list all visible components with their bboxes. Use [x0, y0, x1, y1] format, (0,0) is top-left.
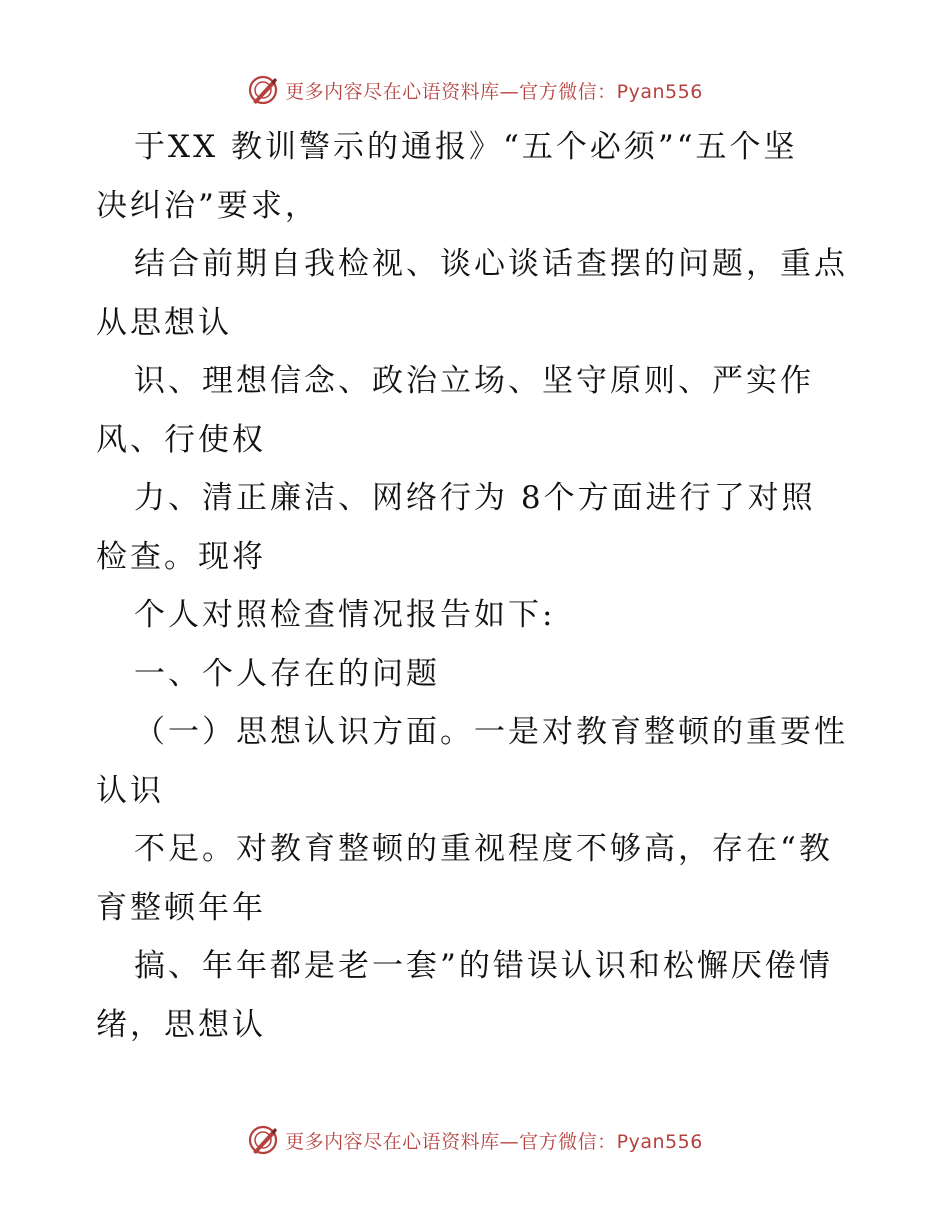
body-line: 于XX 教训警示的通报》“五个必须”“五个坚: [134, 129, 798, 165]
document-body: [96, 118, 856, 1054]
body-line: 识、理想信念、政治立场、坚守原则、严实作: [134, 363, 814, 399]
pen-logo-icon: [247, 74, 279, 106]
section-heading: 一、个人存在的问题: [134, 655, 440, 692]
body-line: 决纠治”要求，: [96, 187, 319, 224]
body-line: （一）思想认识方面。一是对教育整顿的重要性: [134, 714, 848, 750]
watermark-text: 更多内容尽在心语资料库—官方微信：Pyan556: [285, 1130, 703, 1153]
body-line: 检查。现将: [96, 538, 266, 575]
footer-watermark: [0, 1122, 950, 1158]
body-line: 从思想认: [96, 304, 232, 341]
body-line: 结合前期自我检视、谈心谈话查摆的问题，重点: [134, 246, 848, 282]
pen-logo-icon: [247, 1124, 279, 1156]
body-line: 不足。对教育整顿的重视程度不够高，存在“教: [134, 831, 833, 867]
watermark-text: 更多内容尽在心语资料库—官方微信：Pyan556: [285, 80, 703, 103]
body-line: 育整顿年年: [96, 889, 266, 926]
body-line: 风、行使权: [96, 421, 266, 458]
header-watermark: [0, 72, 950, 108]
body-line: 绪，思想认: [96, 1006, 266, 1043]
body-line: 个人对照检查情况报告如下:: [134, 597, 556, 633]
body-line: 力、清正廉洁、网络行为 8个方面进行了对照: [134, 480, 816, 516]
body-line: 认识: [96, 772, 164, 809]
body-line: 搞、年年都是老一套”的错误认识和松懈厌倦情: [134, 948, 833, 984]
